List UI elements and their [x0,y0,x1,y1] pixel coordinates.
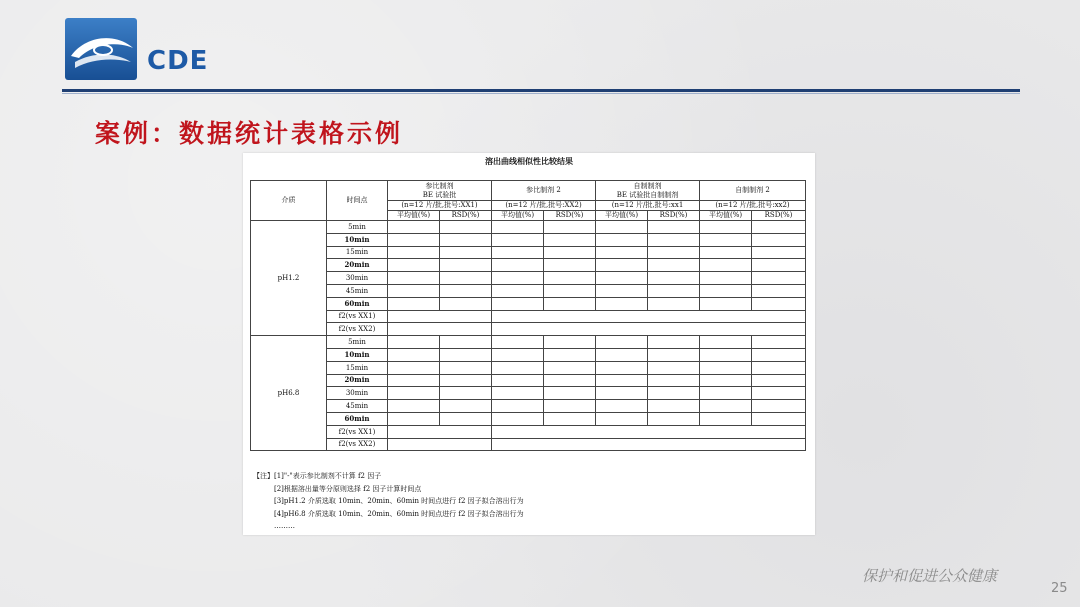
group-header [700,181,806,201]
f2-value-cell [492,425,806,438]
table-row [251,259,806,272]
group-header [388,181,492,201]
value-cell [596,374,648,387]
timepoint-cell: 30min [327,272,388,285]
table-row [251,412,806,425]
value-cell [596,336,648,349]
value-cell [596,387,648,400]
mean-header: 平均值(%) [492,211,544,221]
table-row [251,374,806,387]
value-cell [700,221,752,234]
note-text: [4]pH6.8 介质选取 10min、20min、60min 时间点进行 f2 因子拟合溶出行为 [274,509,524,518]
value-cell [440,336,492,349]
value-cell [440,361,492,374]
value-cell [388,374,440,387]
group-name: 参比制剂 2 [526,186,561,194]
value-cell [440,387,492,400]
group-spec: (n=12 片/批,批号:XX2) [492,201,596,211]
timepoint-cell: 45min [327,400,388,413]
value-cell [700,374,752,387]
value-cell [440,412,492,425]
timepoint-cell: 15min [327,361,388,374]
f2-value-cell [388,425,492,438]
group-header [596,181,700,201]
value-cell [388,221,440,234]
value-cell [752,284,806,297]
value-cell [388,336,440,349]
value-cell [648,374,700,387]
value-cell [596,348,648,361]
value-cell [388,400,440,413]
timepoint-cell: 20min [327,259,388,272]
value-cell [700,272,752,285]
timepoint-cell: 10min [327,233,388,246]
value-cell [752,221,806,234]
value-cell [440,221,492,234]
f2-row [251,323,806,336]
value-cell [440,233,492,246]
value-cell [388,297,440,310]
slide-title: 案例：数据统计表格示例 [95,119,404,148]
value-cell [700,361,752,374]
value-cell [544,348,596,361]
value-cell [752,361,806,374]
value-cell [492,297,544,310]
table-row [251,400,806,413]
value-cell [440,284,492,297]
note-line [253,508,808,521]
header-row [251,181,806,201]
value-cell [752,374,806,387]
timepoint-cell: 15min [327,246,388,259]
value-cell [648,297,700,310]
value-cell [544,246,596,259]
value-cell [700,387,752,400]
value-cell [648,361,700,374]
value-cell [492,272,544,285]
table-row [251,221,806,234]
group-name: 参比制剂 [425,181,454,190]
value-cell [700,400,752,413]
table-row [251,284,806,297]
timepoint-cell: 60min [327,412,388,425]
value-cell [648,272,700,285]
table-row [251,361,806,374]
value-cell [388,412,440,425]
note-line [253,483,808,496]
rsd-header: RSD(%) [648,211,700,221]
dissolution-comparison-table [250,180,806,451]
value-cell [492,259,544,272]
value-cell [648,221,700,234]
value-cell [492,233,544,246]
value-cell [492,374,544,387]
value-cell [648,259,700,272]
value-cell [648,412,700,425]
f2-value-cell [388,323,492,336]
rsd-header: RSD(%) [752,211,806,221]
note-text: [2]根据溶出量等分原则选择 f2 因子计算时间点 [274,484,422,493]
value-cell [492,246,544,259]
table-notes [253,470,808,533]
timepoint-cell: 5min [327,221,388,234]
group-name: 自制制剂 2 [735,186,770,194]
value-cell [388,272,440,285]
header-divider [62,89,1020,92]
group-header [492,181,596,201]
value-cell [596,412,648,425]
medium-cell: pH6.8 [251,336,327,451]
f2-value-cell [492,438,806,451]
mean-header: 平均值(%) [700,211,752,221]
f2-label-cell: f2(vs XX2) [327,438,388,451]
value-cell [440,348,492,361]
cde-logo [65,18,210,80]
value-cell [544,259,596,272]
value-cell [492,284,544,297]
value-cell [648,233,700,246]
value-cell [752,246,806,259]
value-cell [492,400,544,413]
value-cell [752,387,806,400]
cde-logo-mark-icon [65,18,137,80]
note-text: ……… [274,522,295,530]
f2-value-cell [388,310,492,323]
value-cell [700,348,752,361]
group-spec: (n=12 片/批,批号:XX1) [388,201,492,211]
value-cell [440,374,492,387]
value-cell [492,221,544,234]
value-cell [388,387,440,400]
header-divider-thin [62,93,1020,94]
value-cell [544,361,596,374]
page-number: 25 [1051,581,1068,596]
value-cell [440,297,492,310]
value-cell [752,233,806,246]
table-row [251,233,806,246]
mean-header: 平均值(%) [388,211,440,221]
value-cell [544,387,596,400]
timepoint-cell: 30min [327,387,388,400]
value-cell [648,284,700,297]
group-name: 自制制剂 [633,181,662,190]
f2-value-cell [492,323,806,336]
note-line [253,520,808,533]
value-cell [648,336,700,349]
value-cell [544,412,596,425]
footer-slogan: 保护和促进公众健康 [862,567,998,585]
value-cell [544,297,596,310]
value-cell [544,336,596,349]
value-cell [596,297,648,310]
f2-label-cell: f2(vs XX1) [327,425,388,438]
value-cell [752,297,806,310]
value-cell [440,400,492,413]
value-cell [596,246,648,259]
value-cell [648,246,700,259]
note-text: [1]"-"表示参比制剂不计算 f2 因子 [274,472,382,480]
value-cell [544,400,596,413]
table-row [251,336,806,349]
value-cell [544,284,596,297]
value-cell [648,387,700,400]
f2-label-cell: f2(vs XX1) [327,310,388,323]
f2-row [251,310,806,323]
value-cell [596,284,648,297]
value-cell [700,233,752,246]
mean-header: 平均值(%) [596,211,648,221]
group-spec: (n=12 片/批,批号:xx2) [700,201,806,211]
value-cell [544,233,596,246]
value-cell [700,297,752,310]
table-row [251,387,806,400]
table-row [251,348,806,361]
f2-value-cell [492,310,806,323]
table-row [251,272,806,285]
value-cell [752,412,806,425]
value-cell [596,259,648,272]
table-row [251,297,806,310]
timepoint-cell: 5min [327,336,388,349]
group-spec: (n=12 片/批,批号:xx1 [596,201,700,211]
value-cell [700,259,752,272]
value-cell [700,246,752,259]
value-cell [388,259,440,272]
timepoint-cell: 20min [327,374,388,387]
value-cell [440,272,492,285]
f2-label-cell: f2(vs XX2) [327,323,388,336]
f2-value-cell [388,438,492,451]
value-cell [492,387,544,400]
value-cell [752,336,806,349]
value-cell [492,336,544,349]
value-cell [700,412,752,425]
f2-row [251,438,806,451]
f2-row [251,425,806,438]
table-row [251,246,806,259]
table-title: 溶出曲线相似性比较结果 [485,156,573,166]
value-cell [596,272,648,285]
note-label: 【注】 [253,472,274,480]
value-cell [596,221,648,234]
value-cell [596,400,648,413]
medium-header: 介质 [251,181,327,221]
value-cell [388,246,440,259]
value-cell [648,400,700,413]
value-cell [388,348,440,361]
timepoint-cell: 45min [327,284,388,297]
value-cell [492,412,544,425]
value-cell [700,284,752,297]
value-cell [752,400,806,413]
rsd-header: RSD(%) [440,211,492,221]
value-cell [596,233,648,246]
value-cell [752,272,806,285]
value-cell [544,374,596,387]
value-cell [648,348,700,361]
note-line [253,495,808,508]
value-cell [388,284,440,297]
value-cell [544,272,596,285]
group-subtitle: BE 试验批自制制剂 [616,190,679,199]
timepoint-header: 时间点 [327,181,388,221]
value-cell [752,348,806,361]
value-cell [544,221,596,234]
value-cell [492,361,544,374]
cde-logo-text: CDE [147,46,209,76]
value-cell [388,233,440,246]
value-cell [440,259,492,272]
document-image [243,153,815,535]
value-cell [700,336,752,349]
medium-cell: pH1.2 [251,221,327,336]
value-cell [492,348,544,361]
value-cell [596,361,648,374]
value-cell [752,259,806,272]
group-subtitle: BE 试验批 [422,190,457,199]
rsd-header: RSD(%) [544,211,596,221]
value-cell [388,361,440,374]
timepoint-cell: 60min [327,297,388,310]
timepoint-cell: 10min [327,348,388,361]
note-line [253,470,808,483]
note-text: [3]pH1.2 介质选取 10min、20min、60min 时间点进行 f2 因子拟合溶出行为 [274,497,524,505]
value-cell [440,246,492,259]
